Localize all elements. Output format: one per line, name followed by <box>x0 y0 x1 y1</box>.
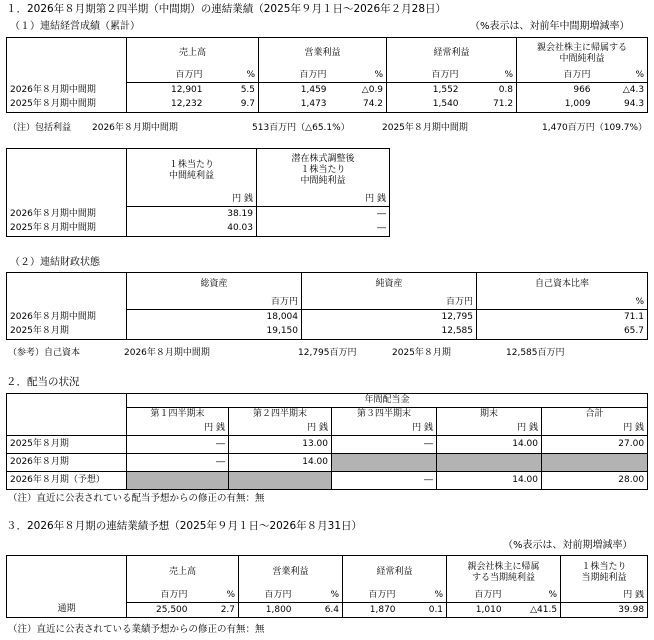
header-sales: 売上高 <box>127 556 239 590</box>
cell: 0.1 <box>399 603 447 618</box>
equity-reference-period1: 2026年８月期中間期 <box>124 348 210 358</box>
equity-reference-value1: 12,795百万円 <box>298 348 357 358</box>
cell: 65.7 <box>477 325 648 340</box>
row-label: 2026年８月期中間期 <box>7 83 127 98</box>
dividend-forecast-note: （注）直近に公表されている配当予想からの修正の有無：無 <box>8 493 265 504</box>
header-eps-line2: 当期純利益 <box>581 572 627 583</box>
cell: 14.00 <box>437 472 542 490</box>
header-ordinary-profit: 経常利益 <box>387 38 517 70</box>
cell: 966 <box>517 83 594 98</box>
unit-cell: 円 銭 <box>257 193 390 207</box>
table-row <box>7 454 648 472</box>
blank-cell <box>7 422 127 436</box>
operating-results-title: （１）連結経営成績（累計） <box>10 21 140 32</box>
unit-cell: % <box>295 590 343 603</box>
row-label: 2025年８月期中間期 <box>7 98 127 113</box>
header-eps <box>561 556 648 590</box>
unit-cell: 百万円 <box>343 590 399 603</box>
cell: 18,004 <box>127 310 302 325</box>
cell: 14.00 <box>229 454 332 472</box>
cell: 1,010 <box>447 603 505 618</box>
header-net-income-line2: する当期純利益 <box>472 572 536 583</box>
cell: △41.5 <box>505 603 561 618</box>
unit-cell: 円 銭 <box>332 422 437 436</box>
unit-cell: 円 銭 <box>542 422 648 436</box>
unit-cell: 百万円 <box>127 70 206 83</box>
unit-cell: % <box>505 590 561 603</box>
shaded-cell <box>229 472 332 490</box>
header-total: 合計 <box>542 408 648 422</box>
row-label: 2025年８月期中間期 <box>7 222 127 237</box>
table-row <box>7 207 390 222</box>
cell: ― <box>257 222 390 237</box>
unit-cell: 百万円 <box>259 70 330 83</box>
unit-cell: % <box>594 70 648 83</box>
unit-cell: % <box>399 590 447 603</box>
header-net-income-line1: 親会社株主に帰属する <box>537 42 628 53</box>
header-q2: 第２四半期末 <box>229 408 332 422</box>
unit-cell: % <box>462 70 517 83</box>
unit-cell: 百万円 <box>447 590 505 603</box>
comprehensive-income-period1: 2026年８月期中間期 <box>92 123 178 133</box>
operating-results-table <box>6 37 648 113</box>
row-label: 2025年８月期 <box>7 436 127 454</box>
cell: 38.19 <box>127 207 257 222</box>
shaded-cell <box>437 454 542 472</box>
cell: 1,540 <box>387 98 462 113</box>
cell: 1,009 <box>517 98 594 113</box>
unit-cell: 百万円 <box>127 297 302 310</box>
corner-cell <box>7 38 127 70</box>
table-row <box>7 472 648 490</box>
eps-table <box>6 148 390 237</box>
cell: 71.2 <box>462 98 517 113</box>
table-row <box>7 603 648 618</box>
row-label: 2026年８月期中間期 <box>7 310 127 325</box>
cell: 94.3 <box>594 98 648 113</box>
header-operating-profit: 営業利益 <box>239 556 343 590</box>
header-year-end: 期末 <box>437 408 542 422</box>
unit-cell: % <box>477 297 648 310</box>
header-ordinary-profit: 経常利益 <box>343 556 447 590</box>
cell: 12,901 <box>127 83 206 98</box>
blank-cell <box>7 70 127 83</box>
comprehensive-income-period2: 2025年８月期中間期 <box>382 123 468 133</box>
row-label: 2026年８月期（予想） <box>7 472 127 490</box>
header-total-assets: 総資産 <box>127 273 302 297</box>
shaded-cell <box>332 454 437 472</box>
row-label: 2026年８月期中間期 <box>7 207 127 222</box>
blank-cell <box>7 408 127 422</box>
blank-cell <box>7 193 127 207</box>
forecast-table <box>6 555 648 618</box>
unit-cell: 円 銭 <box>437 422 542 436</box>
cell: 5.5 <box>206 83 259 98</box>
blank-cell <box>7 297 127 310</box>
cell: 1,870 <box>343 603 399 618</box>
section2-title: ２．配当の状況 <box>6 376 80 388</box>
header-q1: 第１四半期末 <box>127 408 229 422</box>
unit-cell: 百万円 <box>239 590 295 603</box>
unit-cell: 円 銭 <box>127 422 229 436</box>
blank-cell <box>7 590 127 603</box>
section1-title: １．2026年８月期第２四半期（中間期）の連結業績（2025年９月１日～2026年２月28日） <box>6 3 447 15</box>
dividends-table <box>6 393 648 490</box>
unit-cell: 百万円 <box>387 70 462 83</box>
cell: 28.00 <box>542 472 648 490</box>
corner-cell <box>7 556 127 590</box>
unit-cell: 円 銭 <box>229 422 332 436</box>
cell: 1,459 <box>259 83 330 98</box>
cell: ― <box>127 436 229 454</box>
cell: △0.9 <box>330 83 387 98</box>
row-label: 2026年８月期 <box>7 454 127 472</box>
cell: ― <box>127 454 229 472</box>
equity-reference-period2: 2025年８月期 <box>392 348 451 358</box>
cell: 19,150 <box>127 325 302 340</box>
cell: △4.3 <box>594 83 648 98</box>
comprehensive-income-value2: 1,470百万円（109.7%） <box>542 123 648 133</box>
unit-cell: 百万円 <box>127 590 191 603</box>
cell: 40.03 <box>127 222 257 237</box>
cell: 12,232 <box>127 98 206 113</box>
cell: 12,585 <box>302 325 477 340</box>
header-diluted-eps <box>257 149 390 193</box>
cell: 71.1 <box>477 310 648 325</box>
cell: 25,500 <box>127 603 191 618</box>
table-row <box>7 98 648 113</box>
header-net-income-line1: 親会社株主に帰属 <box>467 561 540 572</box>
table-row <box>7 222 390 237</box>
row-label: 2025年８月期 <box>7 325 127 340</box>
cell: ― <box>332 436 437 454</box>
cell: 12,795 <box>302 310 477 325</box>
financial-position-table <box>6 272 648 340</box>
shaded-cell <box>127 472 229 490</box>
cell: ― <box>332 472 437 490</box>
header-net-income <box>447 556 561 590</box>
corner-cell <box>7 273 127 297</box>
header-sales: 売上高 <box>127 38 259 70</box>
cell: 39.98 <box>561 603 648 618</box>
header-eps <box>127 149 257 193</box>
row-label: 通期 <box>7 603 127 618</box>
cell: 1,552 <box>387 83 462 98</box>
cell: 1,800 <box>239 603 295 618</box>
table-row <box>7 83 648 98</box>
equity-reference-value2: 12,585百万円 <box>506 348 565 358</box>
unit-cell: 円 銭 <box>561 590 648 603</box>
header-net-income <box>517 38 648 70</box>
header-net-income-line2: 中間純利益 <box>559 53 605 64</box>
comprehensive-income-value1: 513百万円（△65.1%） <box>252 123 350 133</box>
unit-cell: 百万円 <box>302 297 477 310</box>
forecast-note: （%表示は、対前期増減率） <box>503 540 633 551</box>
corner-cell <box>7 149 127 193</box>
table-row <box>7 325 648 340</box>
section3-title: ３．2026年８月期の連結業績予想（2025年９月１日～2026年８月31日） <box>6 520 363 532</box>
cell: 2.7 <box>191 603 239 618</box>
header-equity-ratio: 自己資本比率 <box>477 273 648 297</box>
comprehensive-income-label: （注）包括利益 <box>8 123 72 133</box>
header-eps-line2: 中間純利益 <box>168 170 214 181</box>
unit-cell: % <box>191 590 239 603</box>
header-diluted-eps-line1: 潜在株式調整後 <box>291 154 355 165</box>
cell: 1,473 <box>259 98 330 113</box>
cell: 74.2 <box>330 98 387 113</box>
earnings-forecast-note: （注）直近に公表されている業績予想からの修正の有無：無 <box>8 624 265 635</box>
unit-cell: 百万円 <box>517 70 594 83</box>
unit-cell: 円 銭 <box>127 193 257 207</box>
financial-position-title: （２）連結財政状態 <box>10 257 100 268</box>
cell: 27.00 <box>542 436 648 454</box>
unit-cell: % <box>330 70 387 83</box>
header-eps-line1: １株当たり <box>581 561 627 572</box>
cell: 14.00 <box>437 436 542 454</box>
equity-reference-label: （参考）自己資本 <box>8 348 81 358</box>
cell: 13.00 <box>229 436 332 454</box>
cell: 0.8 <box>462 83 517 98</box>
header-diluted-eps-line3: 中間純利益 <box>300 176 346 187</box>
table-row <box>7 310 648 325</box>
corner-cell <box>7 394 127 408</box>
header-diluted-eps-line2: １株当たり <box>300 165 346 176</box>
shaded-cell <box>542 454 648 472</box>
operating-results-note: （%表示は、対前年中間期増減率） <box>470 21 630 32</box>
header-net-assets: 純資産 <box>302 273 477 297</box>
cell: 6.4 <box>295 603 343 618</box>
header-eps-line1: １株当たり <box>168 159 214 170</box>
header-annual-dividends: 年間配当金 <box>127 394 648 408</box>
cell: ― <box>257 207 390 222</box>
header-operating-profit: 営業利益 <box>259 38 387 70</box>
header-q3: 第３四半期末 <box>332 408 437 422</box>
table-row <box>7 436 648 454</box>
unit-cell: % <box>206 70 259 83</box>
cell: 9.7 <box>206 98 259 113</box>
